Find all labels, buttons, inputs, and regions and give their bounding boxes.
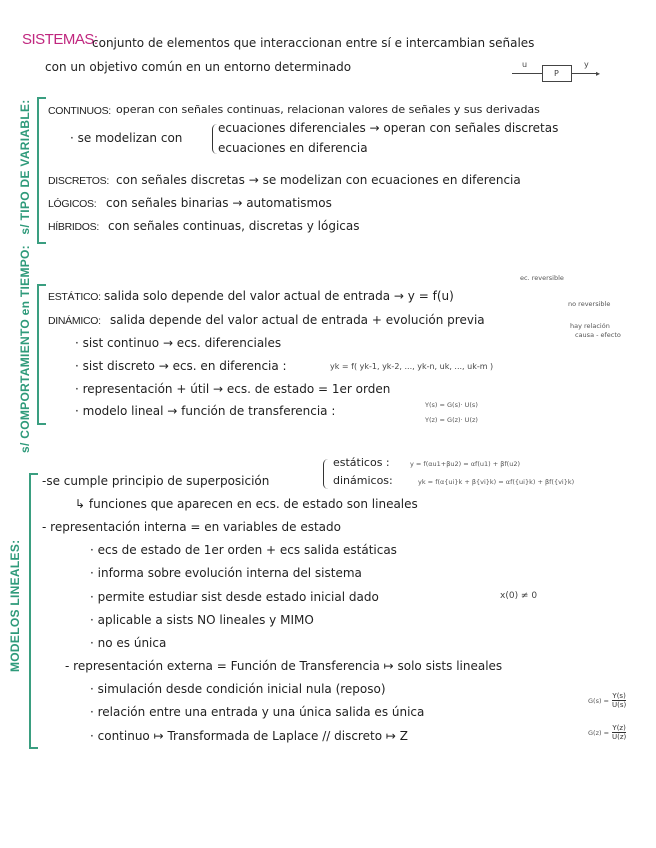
- ec-en-diferencia: ecuaciones en diferencia: [218, 141, 368, 155]
- representacion-interna: - representación interna = en variables de estado: [42, 520, 341, 534]
- bullet-sist-continuo: · sist continuo → ecs. diferenciales: [75, 336, 282, 350]
- section-label-modelos-lineales: MODELOS LINEALES:: [8, 539, 22, 672]
- bullet-modelo-lineal: · modelo lineal → función de transferencia :: [75, 404, 336, 418]
- externa-bullet: · relación entre una entrada y una única salida es única: [90, 705, 425, 719]
- section-bracket: [29, 473, 38, 749]
- section-bracket: [37, 284, 46, 425]
- funciones-text: ↳ funciones que aparecen en ecs. de estado son lineales: [75, 497, 418, 511]
- interna-bullet: · ecs de estado de 1er orden + ecs salida estáticas: [90, 543, 397, 557]
- externa-bullet: · simulación desde condición inicial nula (reposo): [90, 682, 386, 696]
- tf-formula-s: Y(s) = G(s)· U(s): [425, 401, 478, 409]
- interna-bullet: · no es única: [90, 636, 167, 650]
- tf-numerator: Y(z): [612, 724, 626, 732]
- tf-lhs: G(s) =: [588, 697, 610, 705]
- section-bracket: [37, 97, 46, 244]
- interna-bullet: · informa sobre evolución interna del sistema: [90, 566, 362, 580]
- term-estatico: ESTÁTICO:: [48, 291, 101, 303]
- term-discretos: DISCRETOS:: [48, 175, 109, 187]
- ec-diferenciales: ecuaciones diferenciales → operan con señales discretas: [218, 121, 559, 135]
- externa-bullet: · continuo ↦ Transformada de Laplace // discreto ↦ Z: [90, 729, 408, 743]
- section-label-tipo-variable: s/ TIPO DE VARIABLE:: [18, 99, 32, 235]
- arrow-icon: ▸: [596, 69, 601, 78]
- system-block-diagram: [512, 60, 604, 84]
- title: SISTEMAS:: [22, 31, 98, 48]
- plant-block: [542, 65, 572, 82]
- estaticos-formula: y = f(αu1+βu2) = αf(u1) + βf(u2): [410, 460, 520, 468]
- logicos-text: con señales binarias → automatismos: [106, 196, 332, 210]
- initial-state-formula: x(0) ≠ 0: [500, 591, 538, 601]
- bullet-representacion: · representación + útil → ecs. de estado = 1er orden: [75, 382, 391, 396]
- term-logicos: LÓGICOS:: [48, 198, 97, 210]
- diagram-input: u: [522, 60, 528, 69]
- definition-line-2: con un objetivo común en un entorno determinado: [45, 60, 352, 74]
- tf-denominator: U(s): [612, 701, 627, 709]
- note-reversible: ec. reversible: [520, 274, 564, 282]
- interna-bullet: · aplicable a sists NO lineales y MIMO: [90, 613, 314, 627]
- bullet-sist-discreto: · sist discreto → ecs. en diferencia :: [75, 359, 287, 373]
- tf-numerator: Y(s): [612, 692, 626, 700]
- superposicion-text: -se cumple principio de superposición: [42, 474, 270, 488]
- interna-bullet: · permite estudiar sist desde estado inicial dado: [90, 590, 379, 604]
- section-label-comportamiento: s/ COMPORTAMIENTO en TIEMPO:: [18, 245, 32, 453]
- tf-formula-z: Y(z) = G(z)· U(z): [425, 416, 478, 424]
- modelizan-text: · se modelizan con: [70, 131, 183, 145]
- discrete-formula: yk = f( yk-1, yk-2, ..., yk-n, uk, ..., uk-m ): [330, 362, 494, 371]
- estatico-text: salida solo depende del valor actual de entrada → y = f(u): [104, 289, 454, 303]
- term-dinamico: DINÁMICO:: [48, 315, 101, 327]
- continuos-text: operan con señales continuas, relacionan valores de señales y sus derivadas: [116, 103, 540, 116]
- brace: [323, 459, 328, 489]
- definition-line-1: conjunto de elementos que interaccionan entre sí e intercambian señales: [92, 36, 535, 50]
- dinamico-text: salida depende del valor actual de entrada + evolución previa: [110, 313, 485, 327]
- hibridos-text: con señales continuas, discretas y lógicas: [108, 219, 360, 233]
- brace: [212, 124, 217, 154]
- discretos-text: con señales discretas → se modelizan con ecuaciones en diferencia: [116, 173, 521, 187]
- term-continuos: CONTINUOS:: [48, 105, 111, 117]
- diagram-output: y: [584, 60, 589, 69]
- tf-lhs: G(z) =: [588, 729, 610, 737]
- plant-label: P: [554, 69, 559, 78]
- dinamicos-formula: yk = f(α{ui}k + β{vi}k) = αf({ui}k) + βf({vi}k): [418, 478, 575, 486]
- dinamicos-label: dinámicos:: [333, 474, 393, 487]
- note-no-reversible: no reversible: [568, 300, 611, 308]
- term-hibridos: HÍBRIDOS:: [48, 221, 99, 233]
- note-causa-1: hay relación: [570, 322, 610, 330]
- tf-denominator: U(z): [612, 733, 627, 741]
- estaticos-label: estáticos :: [333, 456, 390, 469]
- representacion-externa: - representación externa = Función de Transferencia ↦ solo sists lineales: [65, 659, 503, 673]
- note-causa-2: causa - efecto: [575, 331, 621, 339]
